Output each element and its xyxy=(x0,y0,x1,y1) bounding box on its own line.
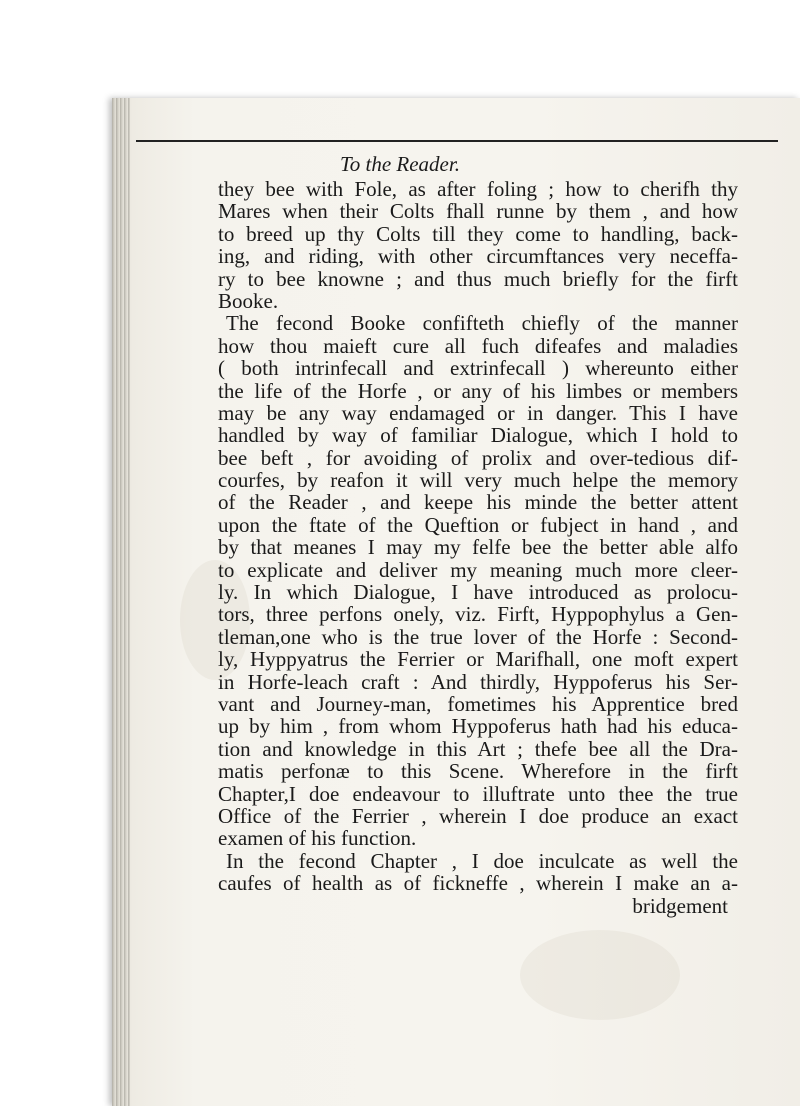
text-line: ry to bee knowne ; and thus much briefly for the firft xyxy=(218,266,738,291)
catchword: bridgement xyxy=(632,893,728,918)
text-line: In the fecond Chapter , I doe inculcate as well the xyxy=(226,848,738,873)
text-line: they bee with Fole, as after foling ; how to cherifh thy xyxy=(218,177,738,201)
page-gutter-edge xyxy=(112,98,130,1106)
text-line: to explicate and deliver my meaning much more cleer- xyxy=(218,557,738,582)
body-text xyxy=(218,178,738,917)
text-line: in Horfe-leach craft : And thirdly, Hyppoferus his Ser- xyxy=(218,669,738,694)
text-line: tion and knowledge in this Art ; thefe bee all the Dra- xyxy=(218,736,738,761)
text-line: ( both intrinfecall and extrinfecall ) whereunto either xyxy=(218,356,738,381)
text-line: Chapter,I doe endeavour to illuftrate unto thee the true xyxy=(218,781,738,806)
text-line: ly, Hyppyatrus the Ferrier or Marifhall, one moft expert xyxy=(218,647,738,672)
text-line: Mares when their Colts fhall runne by them , and how xyxy=(218,199,738,224)
text-line: examen of his function. xyxy=(218,826,417,851)
text-line: caufes of health as of fickneffe , wherein I make an a- xyxy=(218,871,738,896)
text-line: how thou maieft cure all fuch difeafes and maladies xyxy=(218,333,738,358)
text-line: Office of the Ferrier , wherein I doe produce an exact xyxy=(218,803,738,828)
text-line: bee beft , for avoiding of prolix and over-tedious dif- xyxy=(218,445,738,470)
text-line: by that meanes I may my felfe bee the better able alfo xyxy=(218,535,738,560)
text-line: upon the ftate of the Queftion or fubject in hand , and xyxy=(218,512,738,537)
text-line: the life of the Horfe , or any of his limbes or members xyxy=(218,378,738,403)
text-line: ing, and riding, with other circumftances very neceffa- xyxy=(218,244,738,269)
text-line: may be any way endamaged or in danger. This I have xyxy=(218,400,738,425)
text-line: handled by way of familiar Dialogue, which I hold to xyxy=(218,423,738,448)
text-line: courfes, by reafon it will very much helpe the memory xyxy=(218,468,738,493)
text-line: of the Reader , and keepe his minde the better attent xyxy=(218,490,738,515)
text-line: ly. In which Dialogue, I have introduced as prolocu- xyxy=(218,580,738,605)
text-line: Booke. xyxy=(218,288,279,313)
text-line: tleman,one who is the true lover of the Horfe : Second- xyxy=(218,624,738,649)
header-rule xyxy=(136,140,778,142)
paper-stain xyxy=(520,930,680,1020)
text-line: up by him , from whom Hyppoferus hath had his educa- xyxy=(218,714,738,739)
text-line: vant and Journey-man, fometimes his Apprentice bred xyxy=(218,691,738,716)
text-line: matis perfonæ to this Scene. Wherefore in the firft xyxy=(218,759,738,784)
text-line: The fecond Booke confifteth chiefly of the manner xyxy=(226,311,738,336)
running-head: To the Reader. xyxy=(340,152,460,176)
text-line: to breed up thy Colts till they come to handling, back- xyxy=(218,221,738,246)
text-line: tors, three perfons onely, viz. Firft, Hyppophylus a Gen- xyxy=(218,602,738,627)
